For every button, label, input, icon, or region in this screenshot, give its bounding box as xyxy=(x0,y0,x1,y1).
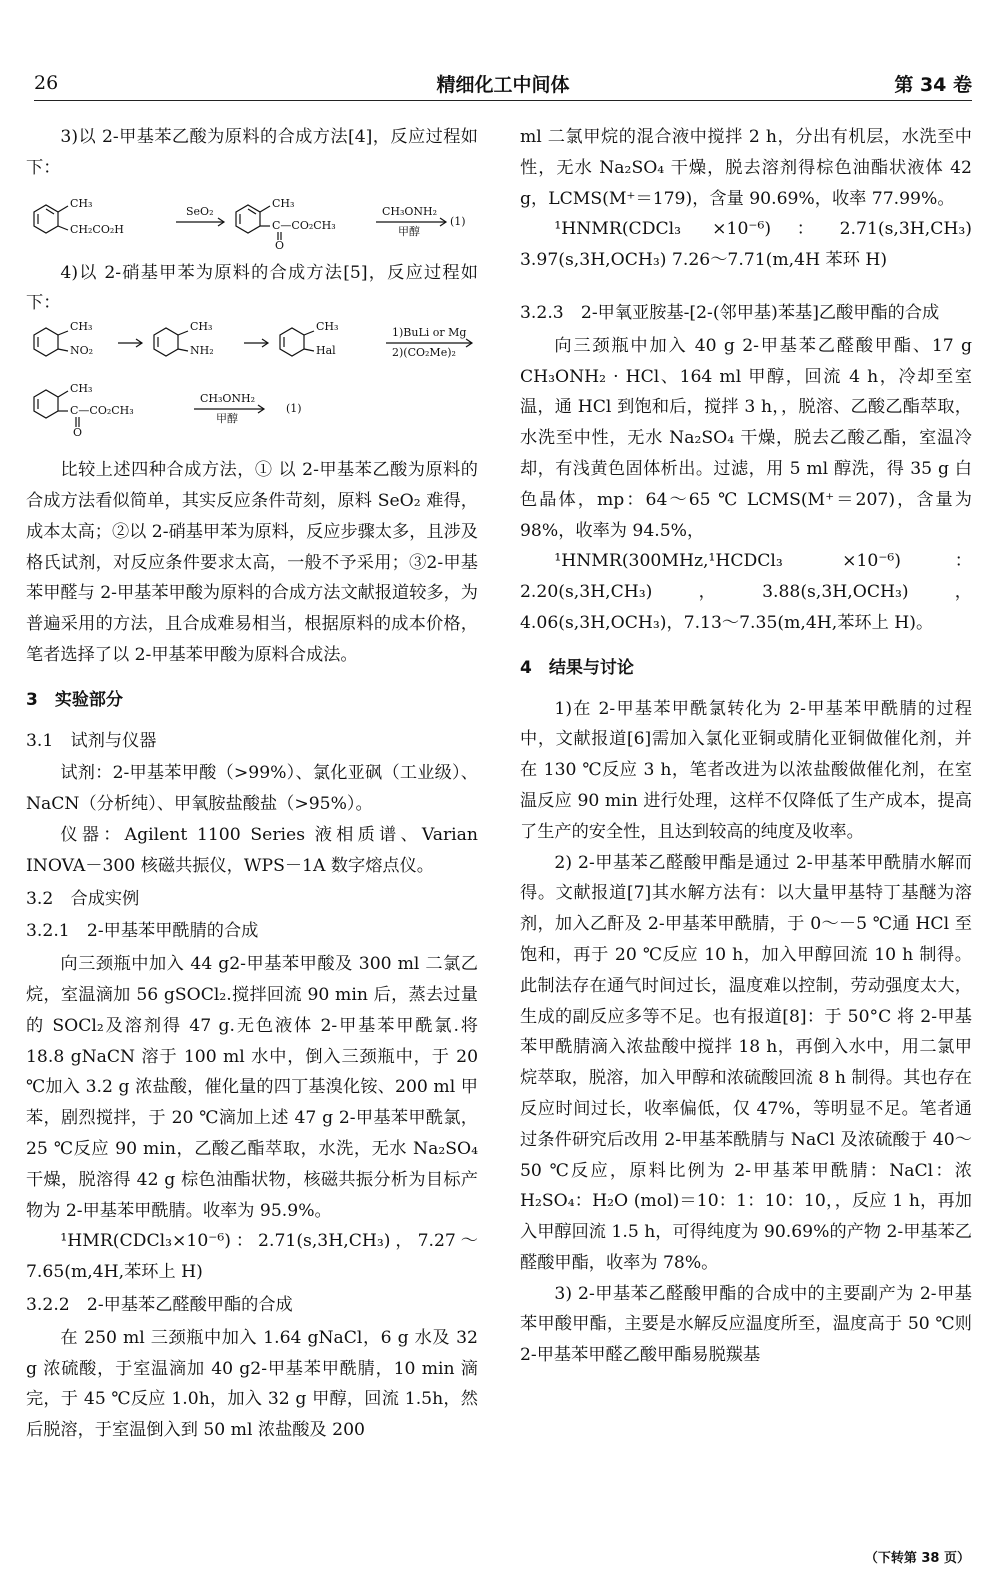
nmr-data: ¹HMR(CDCl₃×10⁻⁶)：2.71(s,3H,CH₃)，7.27～7.65(m,4H,苯环上 H) xyxy=(26,1231,478,1283)
scheme-reagent: 甲醇 xyxy=(398,224,420,238)
paragraph: 4)以 2-硝基甲苯为原料的合成方法[5]，反应过程如下： xyxy=(26,262,478,314)
nmr-data: ¹HNMR(CDCl₃ ×10⁻⁶)：2.71(s,3H,CH₃) 3.97(s,3H,OCH₃) 7.26～7.71(m,4H 苯环 H) xyxy=(520,219,972,271)
subsection-heading: 3.2.3 2-甲氧亚胺基-[2-(邻甲基)苯基]乙酸甲酯的合成 xyxy=(520,302,940,323)
scheme-reagent: 1)BuLi or Mg xyxy=(392,326,467,340)
scheme-label: NH₂ xyxy=(190,344,214,358)
paragraph: 试剂：2-甲基苯甲酸（>99%）、氯化亚砜（工业级）、NaCN（分析纯）、甲氧胺盐酸盐（>95%）。 xyxy=(26,763,478,815)
continued-note: （下转第 38 页） xyxy=(864,1551,970,1566)
scheme-reagent: SeO₂ xyxy=(186,204,214,218)
scheme-product: (1) xyxy=(450,214,466,228)
paragraph: ml 二氯甲烷的混合液中搅拌 2 h，分出有机层，水洗至中性，无水 Na₂SO₄ 干燥，脱去溶剂得棕色油酯状液体 42 g，LCMS(M⁺＝179)，含量 90.69%，收率 77.99%。 xyxy=(520,127,972,209)
scheme-2-structures xyxy=(26,321,478,447)
page-header xyxy=(34,66,972,101)
scheme-reagent: 2)(CO₂Me)₂ xyxy=(392,346,456,360)
paragraph: 在 250 ml 三颈瓶中加入 1.64 gNaCl，6 g 水及 32 g 浓硫酸，于室温滴加 40 g2-甲基苯甲酰腈，10 min 滴完，于 45 ℃反应 1.0h，加入 32 g 甲醇，回流 1.5h，然后脱溶，于室温倒入到 50 ml 浓盐酸及 200 xyxy=(26,1327,478,1441)
scheme-reagent: 甲醇 xyxy=(216,412,238,426)
section-heading: 3 实验部分 xyxy=(26,689,123,710)
left-column xyxy=(26,122,478,1446)
scheme-label: CH₃ xyxy=(316,320,339,334)
subsection-heading: 3.2.1 2-甲基苯甲酰腈的合成 xyxy=(26,921,259,942)
scheme-label: CH₃ xyxy=(70,196,93,210)
reaction-scheme-1 xyxy=(26,186,478,250)
subsection-heading: 3.1 试剂与仪器 xyxy=(26,730,157,751)
scheme-reagent: CH₃ONH₂ xyxy=(200,392,256,406)
scheme-label: CH₃ xyxy=(70,382,93,396)
scheme-label: CH₂CO₂H xyxy=(70,222,124,236)
paragraph: 2) 2-甲基苯乙醛酸甲酯是通过 2-甲基苯甲酰腈水解而得。文献报道[7]其水解方法有：以大量甲基特丁基醚为溶剂，加入乙酐及 2-甲基苯甲酰腈，于 0～－5 ℃通 HCl 至饱和，再于 20 ℃反应 10 h，加入甲醇回流 10 h 制得。此制法存在通气时间过长，温度难以控制，劳动强度太大，生成的副反应多等不足。也有报道[8]：于 50°C 将 2-甲基苯甲酰腈滴入浓盐酸中搅拌 18 h，再倒入水中，用二氯甲烷萃取，脱溶，加入甲醇和浓硫酸回流 8 h 制得。其也存在反应时间过长，收率偏低，仅 47%，等明显不足。笔者通过条件研究后改用 2-甲基苯酰腈与 NaCl 及浓硫酸于 40～50 ℃反应，原料比例为 2-甲基苯甲酰腈：NaCl：浓 H₂SO₄：H₂O (mol)＝10：1：10：10，，反应 1 h，再加入甲醇回流 1.5 h，可得纯度为 90.69%的产物 2-甲基苯乙醛酸甲酯，收率为 78%。 xyxy=(520,852,972,1273)
paragraph: 3) 2-甲基苯乙醛酸甲酯的合成中的主要副产为 2-甲基苯甲酸甲酯，主要是水解反应温度所至，温度高于 50 ℃则 2-甲基苯甲醛乙酸甲酯易脱羰基 xyxy=(520,1283,972,1366)
paragraph: 向三颈瓶中加入 44 g2-甲基苯甲酸及 300 ml 二氯乙烷，室温滴加 56 gSOCl₂.搅拌回流 90 min 后，蒸去过量的 SOCl₂及溶剂得 47 g.无色液体 2-甲基苯甲酰氯.将 18.8 gNaCN 溶于 100 ml 水中，倒入三颈瓶中，于 20 ℃加入 3.2 g 浓盐酸，催化量的四丁基溴化铵、200 ml 甲苯，剧烈搅拌，于 20 ℃滴加上述 47 g 2-甲基苯甲酰氯，25 ℃反应 90 min，乙酸乙酯萃取，水洗，无水 Na₂SO₄ 干燥，脱溶得 42 g 棕色油酯状物，核磁共振分析为目标产物为 2-甲基苯甲酰腈。收率为 95.9%。 xyxy=(26,954,478,1221)
paragraph: 3)以 2-甲基苯乙酸为原料的合成方法[4]，反应过程如下： xyxy=(26,127,478,178)
right-column xyxy=(520,122,972,1371)
subsection-heading: 3.2 合成实例 xyxy=(26,888,140,909)
scheme-label: Hal xyxy=(316,344,336,358)
nmr-data: ¹HNMR(300MHz,¹HCDCl₃ ×10⁻⁶)：2.20(s,3H,CH₃)，3.88(s,3H,OCH₃)，4.06(s,3H,OCH₃)，7.13～7.35(m,4H,苯环上 H)。 xyxy=(520,551,972,633)
scheme-label: CH₃ xyxy=(70,320,93,334)
scheme-1-structures xyxy=(26,186,478,250)
paragraph: 仪器：Agilent 1100 Series 液相质谱、Varian INOVA－300 核磁共振仪，WPS－1A 数字熔点仪。 xyxy=(26,824,478,876)
section-heading: 4 结果与讨论 xyxy=(520,657,634,678)
scheme-label: O xyxy=(275,238,285,252)
paragraph: 比较上述四种合成方法，① 以 2-甲基苯乙酸为原料的合成方法看似简单，其实反应条件苛刻，原料 SeO₂ 难得，成本太高；②以 2-硝基甲苯为原料，反应步骤太多，且涉及格氏试剂，对反应条件要求太高，一般不予采用；③2-甲基苯甲醛与 2-甲基苯甲酸为原料的合成方法文献报道较多，为普遍采用的方法，且合成难易相当，根据原料的成本价格，笔者选择了以 2-甲基苯甲酸为原料合成法。 xyxy=(26,460,478,665)
volume-label: 第 34 卷 xyxy=(894,74,972,96)
scheme-label: CH₃ xyxy=(272,196,295,210)
paragraph: 1)在 2-甲基苯甲酰氯转化为 2-甲基苯甲酰腈的过程中，文献报道[6]需加入氯化亚铜或腈化亚铜做催化剂，并在 130 ℃反应 3 h，笔者改进为以浓盐酸做催化剂，在室温反应 90 min 进行处理，这样不仅降低了生产成本，提高了生产的安全性，且达到较高的纯度及收率。 xyxy=(520,698,972,842)
reaction-scheme-2 xyxy=(26,321,478,447)
page-number: 26 xyxy=(34,72,59,94)
scheme-label: O xyxy=(73,426,83,440)
scheme-label: C—CO₂CH₃ xyxy=(272,218,336,232)
scheme-reagent: CH₃ONH₂ xyxy=(382,204,438,218)
paragraph: 向三颈瓶中加入 40 g 2-甲基苯乙醛酸甲酯、17 g CH₃ONH₂ · HCl、164 ml 甲醇，回流 4 h，冷却至室温，通 HCl 到饱和后，搅拌 3 h，，脱溶、乙酸乙酯萃取，水洗至中性，无水 Na₂SO₄ 干燥，脱去乙酸乙酯，室温冷却，有浅黄色固体析出。过滤，用 5 ml 醇洗，得 35 g 白色晶体，mp：64～65 ℃ LCMS(M⁺＝207)，含量为 98%，收率为 94.5%， xyxy=(520,335,972,541)
scheme-label: C—CO₂CH₃ xyxy=(70,404,134,418)
scheme-product: (1) xyxy=(286,402,302,416)
subsection-heading: 3.2.2 2-甲基苯乙醛酸甲酯的合成 xyxy=(26,1294,293,1315)
scheme-label: NO₂ xyxy=(70,344,94,358)
journal-title: 精细化工中间体 xyxy=(436,74,570,96)
scheme-label: CH₃ xyxy=(190,320,213,334)
